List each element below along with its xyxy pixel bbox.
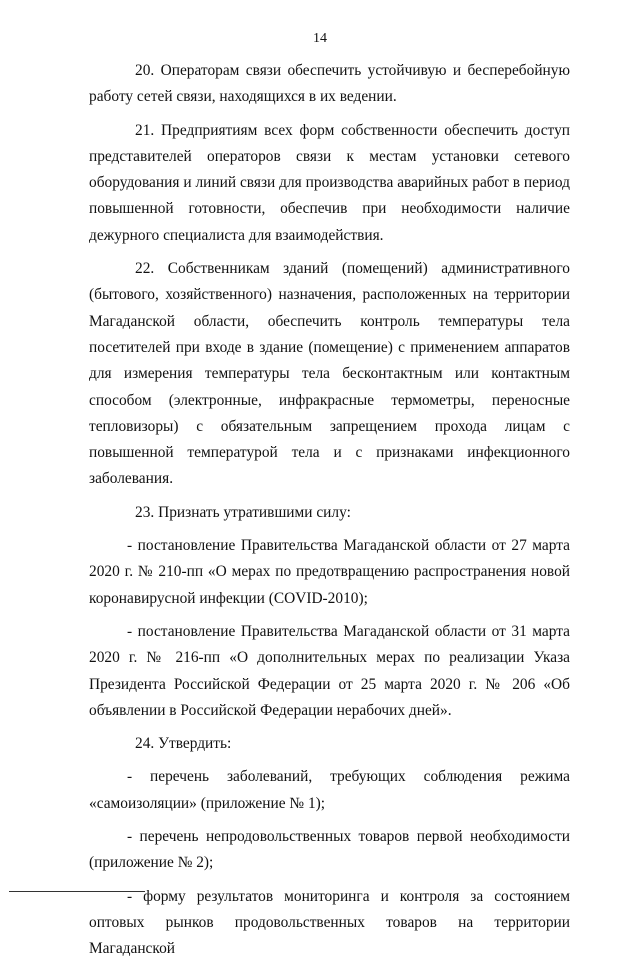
- paragraph-22: 22. Собственникам зданий (помещений) административного (бытового, хозяйственного) назначения, расположенных на территории Магаданской области, обеспечить контроль температуры тела посетителей при входе в здание (помещение) с применением аппаратов для измерения температуры тела бесконтактным или контактным способом (электронные, инфракрасные термометры, переносные тепловизоры) с обязательным запрещением прохода лицам с повышенной температурой тела и с признаками инфекционного заболевания.: [89, 260, 570, 488]
- list-item-monitoring-form: - форму результатов мониторинга и контроля за состоянием оптовых рынков продовольственных товаров на территории Магаданской: [89, 887, 570, 958]
- page-number: 14: [313, 31, 327, 46]
- paragraph-20: 20. Операторам связи обеспечить устойчивую и бесперебойную работу сетей связи, находящихся в их ведении.: [89, 62, 570, 106]
- paragraph-24: 24. Утвердить:: [135, 735, 232, 753]
- list-item-repeal-210pp: - постановление Правительства Магаданской области от 27 марта 2020 г. № 210-пп «О мерах по предотвращению распространения новой коронавирусной инфекции (COVID-2010);: [89, 537, 570, 607]
- list-item-appendix-1: - перечень заболеваний, требующих соблюдения режима «самоизоляции» (приложение № 1);: [89, 768, 570, 812]
- paragraph-21: 21. Предприятиям всех форм собственности обеспечить доступ представителей операторов связи к местам установки сетевого оборудования и линий связи для производства аварийных работ в период повышенной готовности, обеспечив при необходимости наличие дежурного специалиста для взаимодействия.: [89, 121, 570, 244]
- paragraph-23: 23. Признать утратившими силу:: [135, 503, 351, 521]
- document-body: [89, 58, 570, 970]
- list-item-repeal-216pp: - постановление Правительства Магаданской области от 31 марта 2020 г. № 216-пп «О дополнительных мерах по реализации Указа Президента Российской Федерации от 25 марта 2020 г. № 206 «Об объявлении в Российской Федерации нерабочих дней».: [89, 622, 570, 719]
- list-item-appendix-2: - перечень непродовольственных товаров первой необходимости (приложение № 2);: [89, 828, 570, 872]
- footnote-separator-line: [9, 891, 145, 892]
